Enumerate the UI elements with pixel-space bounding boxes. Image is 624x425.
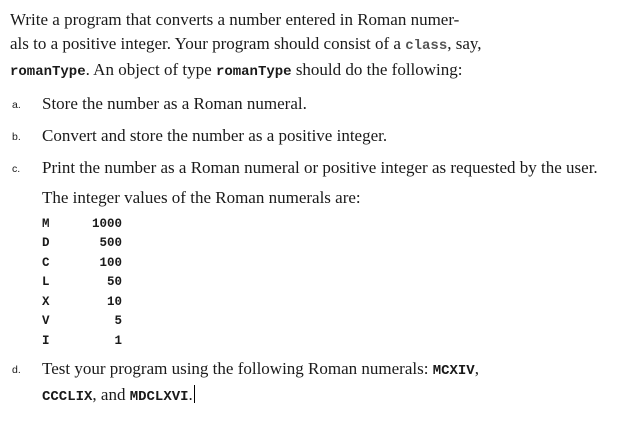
item-marker-a: a. [12,99,21,111]
numeral-value: 100 [99,255,122,270]
item-d-text-1: Test your program using the following Roman numerals: [42,358,433,378]
code-romantype-2: romanType [215,64,292,80]
code-ccclix: CCCLIX [42,388,93,405]
values-label: The integer values of the Roman numerals are: [42,188,361,207]
numeral-value: 10 [106,294,122,309]
table-row [42,273,122,293]
item-text-b: Convert and store the number as a positive integer. [42,126,388,145]
intro-text-4: . An object of type [85,60,216,79]
numeral-table [42,214,122,351]
item-d-text-4: . [188,384,193,404]
code-mcxiv: MCXIV [432,362,475,379]
table-row [42,312,122,332]
numeral-symbol: I [42,333,50,348]
table-row [42,253,122,273]
item-marker-d: d. [12,363,21,376]
intro-paragraph [10,8,616,84]
numeral-value: 5 [114,314,122,329]
intro-text-2: als to a positive integer. Your program should consist of a [10,34,406,53]
intro-text-5: should do the following: [291,60,463,79]
exercise-page [10,8,616,409]
code-romantype-1: romanType [10,64,86,80]
numeral-value: 1000 [91,216,122,231]
numeral-symbol: C [42,255,50,270]
numeral-value: 1 [114,333,122,348]
numeral-value: 50 [106,275,122,290]
list-item-a [10,92,616,116]
table-row [42,234,122,254]
numeral-value: 500 [99,236,122,251]
code-mdclxvi: MDCLXVI [129,388,189,405]
list-item-c [10,156,616,180]
table-row [42,214,122,234]
numeral-symbol: L [42,275,50,290]
numeral-symbol: X [42,294,50,309]
text-cursor [194,385,195,403]
item-d-text-2: , [474,358,479,378]
code-class: class [405,38,448,54]
item-text-a: Store the number as a Roman numeral. [42,94,307,113]
list-item-b [10,124,616,148]
item-text-c: Print the number as a Roman numeral or positive integer as requested by the user. [42,158,598,177]
numeral-symbol: D [42,236,50,251]
item-d-text-3: , and [92,384,130,404]
list-item-d [10,357,616,409]
table-row [42,331,122,351]
table-row [42,292,122,312]
intro-text-3: , say, [447,34,482,53]
item-marker-c: c. [12,163,21,175]
intro-text-1: Write a program that converts a number entered in Roman numer- [10,10,460,29]
numeral-symbol: V [42,314,50,329]
numeral-symbol: M [42,216,50,231]
item-marker-b: b. [12,131,21,143]
